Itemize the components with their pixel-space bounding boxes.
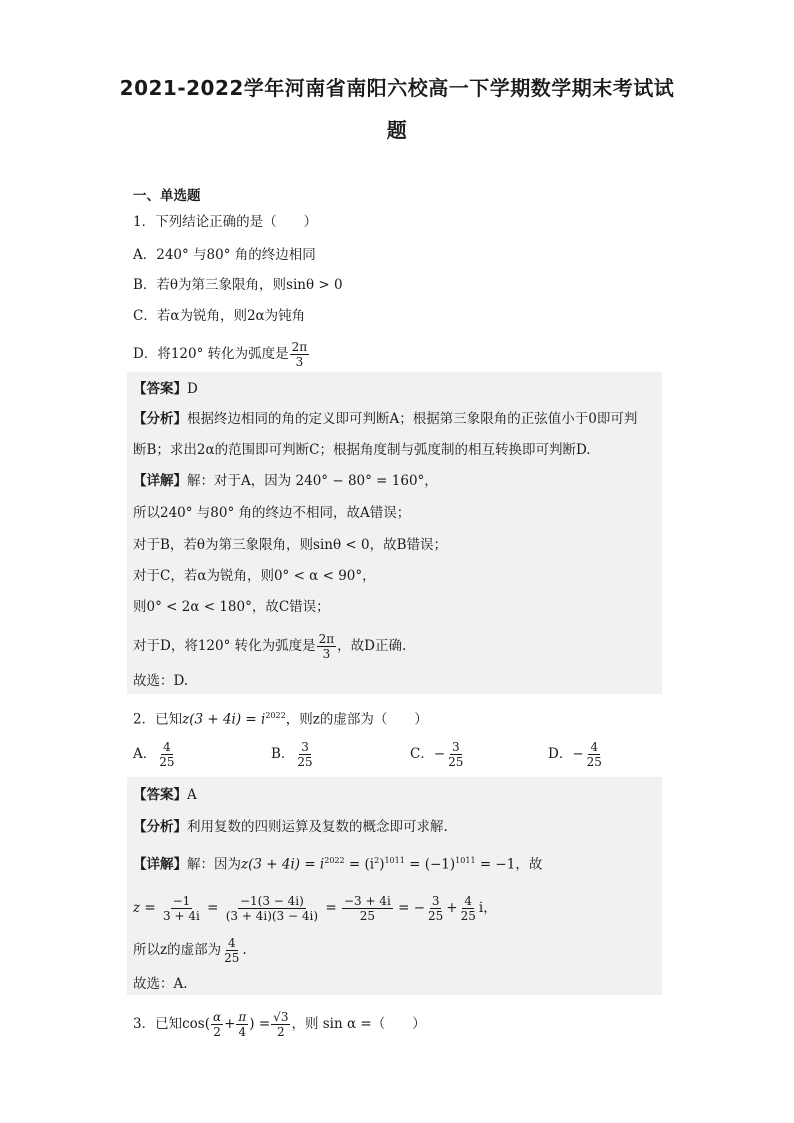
q2-conclusion: 故选：A.: [133, 976, 188, 992]
q1-detail-line6: 对于D，将120° 转化为弧度是 $\frac{2\pi}{3}$ ，故D正确.: [133, 632, 407, 661]
q1-option-d-text: D．将120° 转化为弧度是: [133, 346, 289, 362]
q2-frac1: $\frac{-1}{3 + 4i}$: [163, 894, 200, 923]
q1-detail-line2: 所以240° 与80° 角的终边不相同，故A错误；: [133, 505, 411, 521]
q1-option-a: A．240° 与80° 角的终边相同: [133, 247, 316, 263]
q1-answer: 【答案】D: [133, 381, 198, 397]
q1-analysis-cont: 断B；求出2α的范围即可判断C；根据角度制与弧度制的相互转换即可判断D.: [133, 442, 591, 458]
q1-conclusion: 故选：D.: [133, 673, 189, 689]
q3-frac-b: $\frac{\pi}{4}$: [238, 1010, 247, 1039]
q2-frac5: $\frac{4}{25}$: [460, 894, 476, 923]
q1-option-d: [133, 340, 310, 369]
q2-option-c: C．− $\frac{3}{25}$: [410, 740, 464, 769]
q1-detail: 【详解】解：对于A，因为 240° − 80° = 160°，: [133, 473, 438, 489]
q2-stem: 2．已知$z(3 + 4i) = i^{2022}$，则z的虚部为（ ）: [133, 711, 428, 728]
q2-option-d: D．− $\frac{4}{25}$: [548, 740, 602, 769]
q1-detail-fraction: $\frac{2\pi}{3}$: [318, 632, 335, 661]
q1-detail-line4: 对于C，若α为锐角，则0° < α < 90°，: [133, 568, 376, 584]
q2-analysis: 【分析】利用复数的四则运算及复数的概念即可求解.: [133, 819, 448, 835]
page-title-line1: 2021-2022学年河南省南阳六校高一下学期数学期末考试试: [119, 76, 675, 100]
q2-detail-line2: z = $\frac{-1}{3 + 4i}$ = $\frac{-1(3 - 4i)}{(3 + 4i)(3 - 4i)}$ = $\frac{-3 + 4i}{25}$ = − $\frac{3}{25}$ + $\frac{4}{25}$ i，: [133, 894, 497, 923]
q3-frac-a: $\frac{\alpha}{2}$: [212, 1010, 222, 1039]
q3-frac-c: $\frac{√3}{2}$: [273, 1010, 289, 1039]
section-heading: 一、单选题: [133, 188, 201, 204]
q2-frac2: $\frac{-1(3 - 4i)}{(3 + 4i)(3 - 4i)}$: [225, 894, 319, 923]
q2-imag-fraction: $\frac{4}{25}$: [224, 936, 240, 965]
q2-frac3: $\frac{-3 + 4i}{25}$: [343, 894, 391, 923]
q2-answer: 【答案】A: [133, 787, 197, 803]
q1-option-b: B．若θ为第三象限角，则sinθ > 0: [133, 277, 343, 293]
q2-detail-line3: 所以z的虚部为 $\frac{4}{25}$ .: [133, 936, 247, 965]
q2-frac4: $\frac{3}{25}$: [428, 894, 444, 923]
q2-detail: 【详解】解：因为$z(3 + 4i) = i^{2022} = (i^2)^{1011} = (-1)^{1011} = -1$，故: [133, 856, 543, 873]
q2-option-b: B． $\frac{3}{25}$: [271, 740, 313, 769]
q1-stem: 1．下列结论正确的是（ ）: [133, 214, 318, 230]
q1-detail-line3: 对于B，若θ为第三象限角，则sinθ < 0，故B错误；: [133, 537, 448, 553]
q1-option-d-fraction: $\frac{2\pi}{3}$: [291, 340, 308, 369]
q2-option-a: A． $\frac{4}{25}$: [133, 740, 175, 769]
q1-analysis: 【分析】根据终边相同的角的定义即可判断A；根据第三象限角的正弦值小于0即可判: [133, 411, 638, 427]
q3-stem: 3．已知cos( $\frac{\alpha}{2}$ + $\frac{\pi}{4}$ ) = $\frac{√3}{2}$ ，则 sin α =（ ）: [133, 1010, 426, 1039]
page-title-line2: 题: [386, 118, 408, 142]
q1-detail-line5: 则0° < 2α < 180°，故C错误；: [133, 599, 330, 615]
q1-option-c: C．若α为锐角，则2α为钝角: [133, 308, 306, 324]
